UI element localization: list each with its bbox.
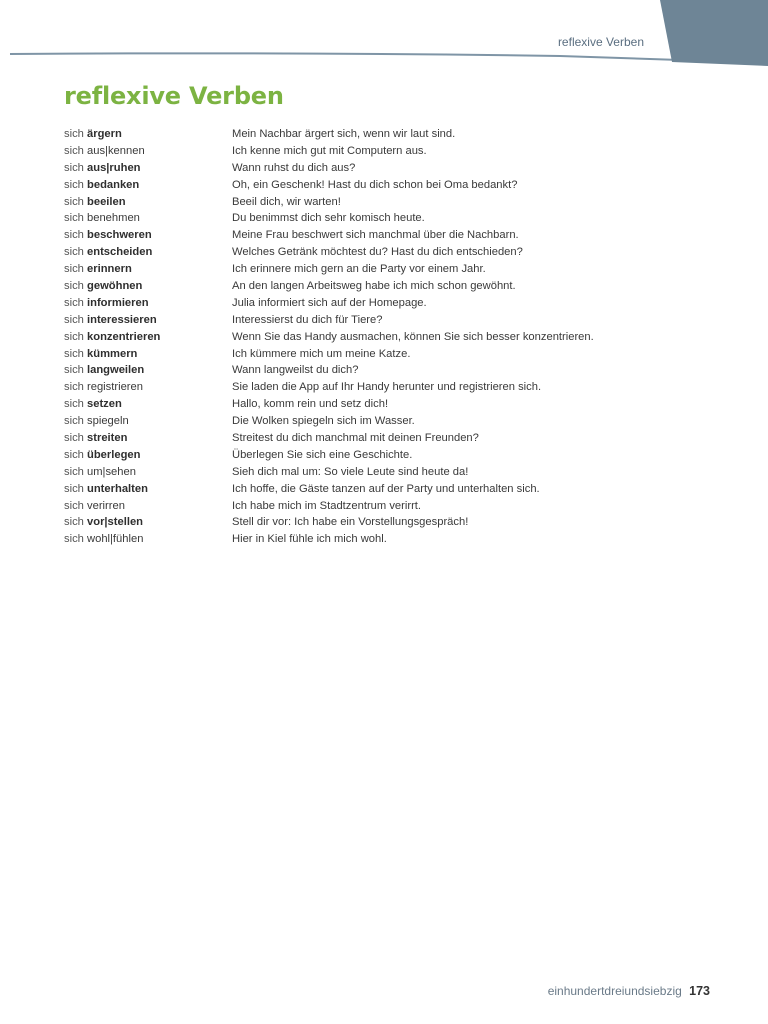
header-rule-line [10,53,680,60]
verb-term [64,160,232,177]
verb-infinitive: aus|kennen [87,144,145,157]
verb-infinitive: kümmern [87,347,138,360]
verb-term [64,210,232,227]
verb-term [64,514,232,531]
verb-term [64,531,232,548]
verb-entry-row [64,514,704,531]
reflexive-pronoun: sich [64,263,84,276]
verb-term [64,413,232,430]
page-number-words: einhundertdreiundsiebzig [547,984,682,998]
example-sentence: Hier in Kiel fühle ich mich wohl. [232,533,387,546]
reflexive-pronoun: sich [64,296,84,309]
verb-entry-row [64,346,704,363]
verb-infinitive: unterhalten [87,482,148,495]
reflexive-pronoun: sich [64,415,84,428]
verb-term [64,143,232,160]
verb-entry-row [64,413,704,430]
verb-entry-row [64,244,704,261]
verb-entry-row [64,481,704,498]
verb-term [64,194,232,211]
reflexive-pronoun: sich [64,381,84,394]
verb-entry-row [64,379,704,396]
verb-infinitive: erinnern [87,263,132,276]
verb-entry-row [64,210,704,227]
verb-term [64,227,232,244]
reflexive-pronoun: sich [64,398,84,411]
reflexive-pronoun: sich [64,448,84,461]
verb-entry-row [64,194,704,211]
page-title: reflexive Verben [64,82,284,110]
reflexive-pronoun: sich [64,178,84,191]
verb-term [64,295,232,312]
verb-entry-row [64,447,704,464]
verb-entry-row [64,362,704,379]
verb-infinitive: entscheiden [87,246,153,259]
reflexive-pronoun: sich [64,516,84,529]
verb-term [64,312,232,329]
verb-entry-row [64,261,704,278]
verb-infinitive: gewöhnen [87,280,143,293]
example-sentence: Ich kenne mich gut mit Computern aus. [232,144,427,157]
reflexive-pronoun: sich [64,533,84,546]
verb-term [64,177,232,194]
verb-term [64,244,232,261]
reflexive-pronoun: sich [64,499,84,512]
example-sentence: Hallo, komm rein und setz dich! [232,398,389,411]
reflexive-pronoun: sich [64,465,84,478]
verb-infinitive: beschweren [87,229,152,242]
verb-infinitive: informieren [87,296,149,309]
verb-infinitive: ärgern [87,128,122,140]
verb-term [64,498,232,515]
verb-infinitive: setzen [87,398,122,411]
verb-entry-row [64,143,704,160]
reflexive-pronoun: sich [64,229,84,242]
verb-infinitive: um|sehen [87,465,136,478]
verb-entry-row [64,295,704,312]
verb-term [64,362,232,379]
verb-list [64,126,704,548]
reflexive-pronoun: sich [64,482,84,495]
verb-entry-row [64,278,704,295]
verb-infinitive: spiegeln [87,415,129,428]
example-sentence: Ich hoffe, die Gäste tanzen auf der Party und unterhalten sich. [232,482,540,495]
page-footer [548,984,710,998]
reflexive-pronoun: sich [64,347,84,360]
verb-term [64,278,232,295]
reflexive-pronoun: sich [64,432,84,445]
header-tab-shape [660,0,768,66]
verb-entry-row [64,160,704,177]
example-sentence: Stell dir vor: Ich habe ein Vorstellungsgespräch! [232,516,469,529]
reflexive-pronoun: sich [64,364,84,377]
verb-term [64,447,232,464]
verb-term [64,261,232,278]
verb-entry-row [64,531,704,548]
verb-term [64,329,232,346]
verb-infinitive: streiten [87,432,128,445]
example-sentence: An den langen Arbeitsweg habe ich mich schon gewöhnt. [232,280,516,293]
example-sentence: Sie laden die App auf Ihr Handy herunter und registrieren sich. [232,381,542,394]
running-header-title: reflexive Verben [557,35,644,49]
reflexive-pronoun: sich [64,246,84,259]
example-sentence: Oh, ein Geschenk! Hast du dich schon bei Oma bedankt? [232,178,518,191]
example-sentence: Ich kümmere mich um meine Katze. [232,347,411,360]
verb-infinitive: interessieren [87,313,157,326]
example-sentence: Mein Nachbar ärgert sich, wenn wir laut sind. [232,128,456,140]
example-sentence: Streitest du dich manchmal mit deinen Freunden? [232,432,479,445]
verb-entry-row [64,498,704,515]
reflexive-pronoun: sich [64,161,84,174]
verb-entry-row [64,396,704,413]
verb-term [64,481,232,498]
verb-term [64,430,232,447]
verb-infinitive: vor|stellen [87,516,143,529]
example-sentence: Du benimmst dich sehr komisch heute. [232,212,425,225]
reflexive-pronoun: sich [64,212,84,225]
verb-term [64,346,232,363]
example-sentence: Wenn Sie das Handy ausmachen, können Sie sich besser konzentrieren. [232,330,594,343]
example-sentence: Ich erinnere mich gern an die Party vor einem Jahr. [232,263,486,276]
example-sentence: Wann langweilst du dich? [232,364,359,377]
verb-entry-row [64,430,704,447]
example-sentence: Ich habe mich im Stadtzentrum verirrt. [232,499,422,512]
reflexive-pronoun: sich [64,195,84,208]
reflexive-pronoun: sich [64,128,84,140]
page-number: 173 [689,984,710,998]
verb-infinitive: benehmen [87,212,140,225]
verb-term [64,126,232,143]
reflexive-pronoun: sich [64,313,84,326]
verb-infinitive: verirren [87,499,125,512]
example-sentence: Welches Getränk möchtest du? Hast du dich entschieden? [232,246,523,259]
verb-term [64,379,232,396]
verb-infinitive: überlegen [87,448,141,461]
reflexive-pronoun: sich [64,280,84,293]
verb-entry-row [64,312,704,329]
verb-infinitive: bedanken [87,178,140,191]
example-sentence: Überlegen Sie sich eine Geschichte. [232,448,413,461]
verb-infinitive: aus|ruhen [87,161,141,174]
example-sentence: Beeil dich, wir warten! [232,195,341,208]
verb-infinitive: langweilen [87,364,145,377]
verb-infinitive: registrieren [87,381,143,394]
verb-infinitive: konzentrieren [87,330,161,343]
verb-term [64,396,232,413]
example-sentence: Wann ruhst du dich aus? [232,161,356,174]
header-decoration [0,0,768,70]
example-sentence: Interessierst du dich für Tiere? [232,313,383,326]
verb-entry-row [64,329,704,346]
verb-infinitive: wohl|fühlen [87,533,144,546]
example-sentence: Sieh dich mal um: So viele Leute sind heute da! [232,465,469,478]
verb-entry-row [64,177,704,194]
verb-entry-row [64,126,704,143]
verb-infinitive: beeilen [87,195,126,208]
example-sentence: Julia informiert sich auf der Homepage. [232,296,427,309]
example-sentence: Meine Frau beschwert sich manchmal über die Nachbarn. [232,229,519,242]
verb-entry-row [64,464,704,481]
verb-term [64,464,232,481]
reflexive-pronoun: sich [64,144,84,157]
verb-entry-row [64,227,704,244]
reflexive-pronoun: sich [64,330,84,343]
example-sentence: Die Wolken spiegeln sich im Wasser. [232,415,415,428]
